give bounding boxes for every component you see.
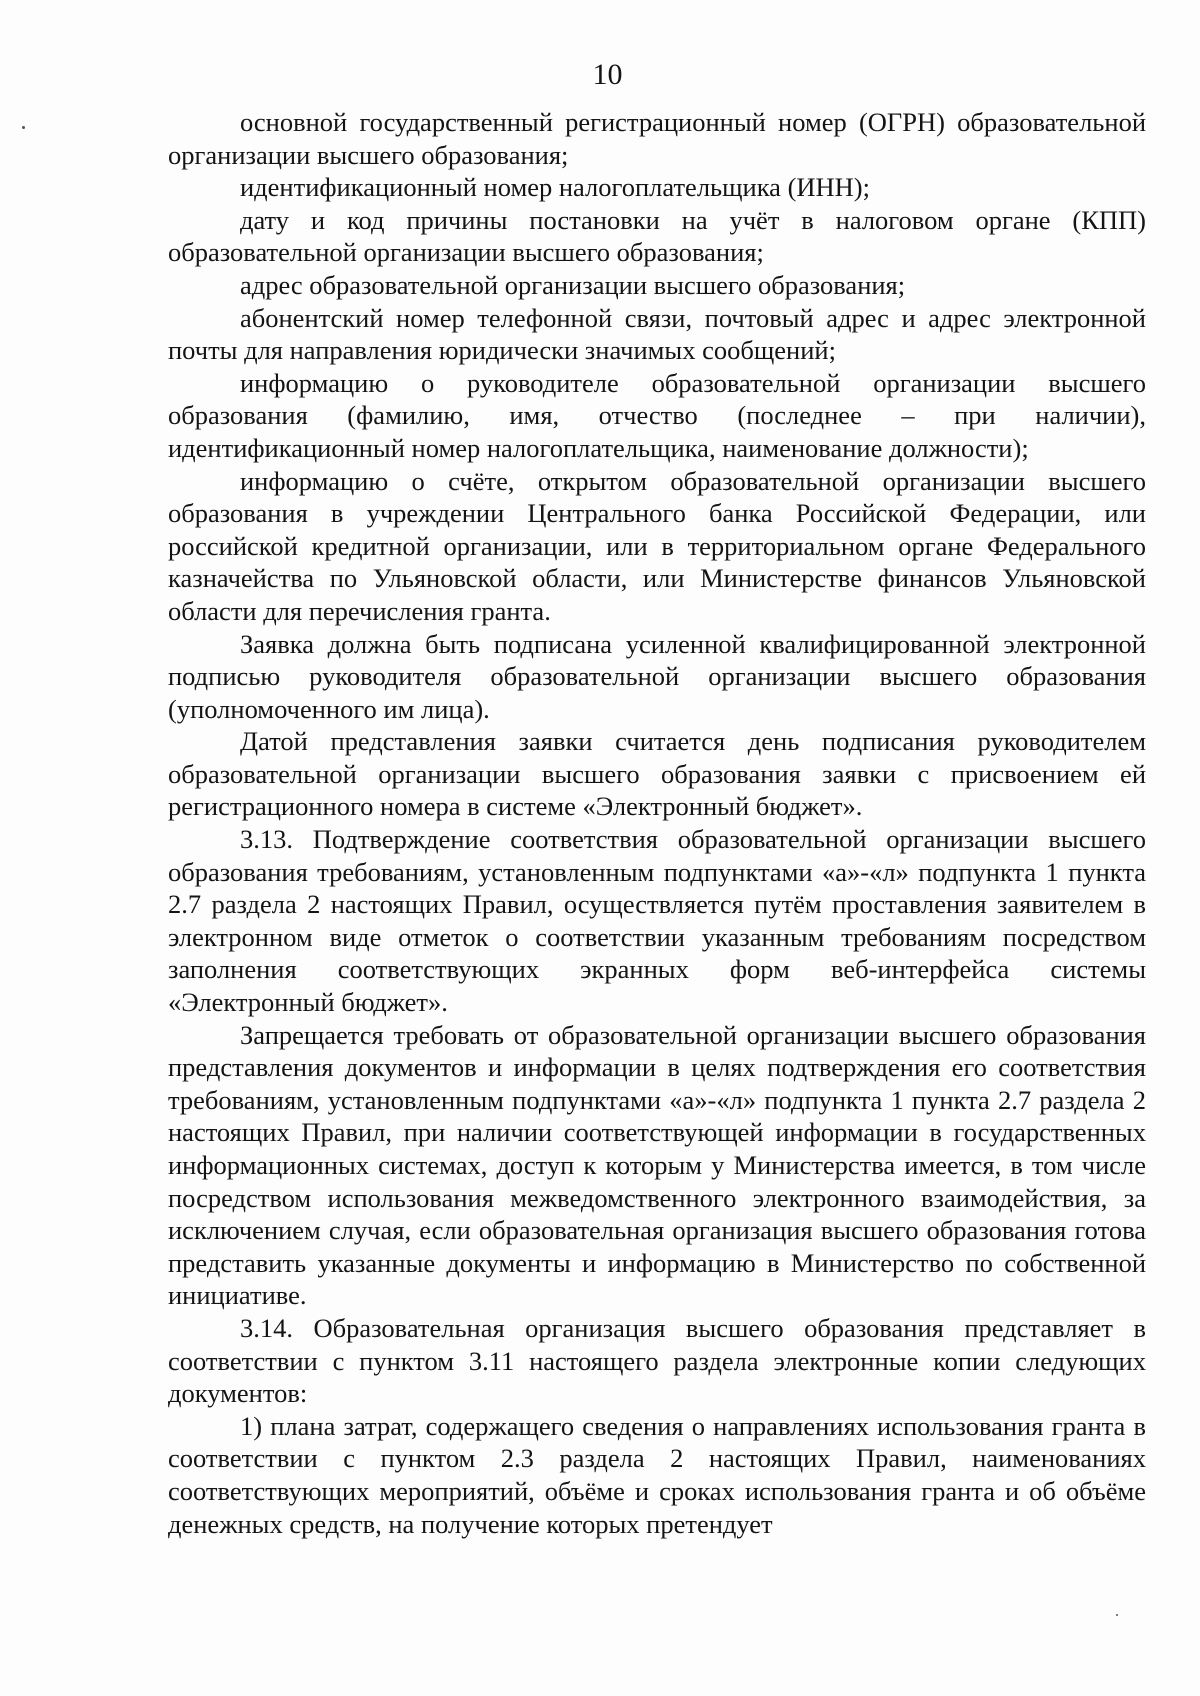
- paragraph-prohibition: Запрещается требовать от образовательной организации высшего образования представления документов и информации в целях подтверждения его соответствия требованиям, установленным подпунктами «а»-«л» подпункта 1 пункта 2.7 раздела 2 настоящих Правил, при наличии соответствующей информации в государственных информационных системах, доступ к которым у Министерства имеется, в том числе посредством использования межведомственного электронного взаимодействия, за исключением случая, если образовательная организация высшего образования готова представить указанные документы и информацию в Министерство по собственной инициативе.: [168, 1019, 1146, 1311]
- paragraph-kpp: дату и код причины постановки на учёт в налоговом органе (КПП) образовательной организации высшего образования;: [168, 204, 1146, 268]
- page-number: 10: [592, 58, 623, 91]
- document-body: [168, 106, 1146, 1540]
- paragraph-account-info: информацию о счёте, открытом образовательной организации высшего образования в учреждении Центрального банка Российской Федерации, или российской кредитной организации, или в территориальном органе Федерального казначейства по Ульяновской области, или Министерстве финансов Ульяновской области для перечисления гранта.: [168, 465, 1146, 626]
- paragraph-contacts: абонентский номер телефонной связи, почтовый адрес и адрес электронной почты для направления юридически значимых сообщений;: [168, 302, 1146, 366]
- paragraph-head-info: информацию о руководителе образовательной организации высшего образования (фамилию, имя, отчество (последнее – при наличии), идентификационный номер налогоплательщика, наименование должности);: [168, 367, 1146, 463]
- paragraph-address: адрес образовательной организации высшего образования;: [240, 269, 906, 300]
- scan-artifact: [22, 126, 25, 129]
- scan-artifact: [1116, 1614, 1118, 1616]
- paragraph-inn: идентификационный номер налогоплательщика (ИНН);: [240, 172, 870, 203]
- paragraph-signature: Заявка должна быть подписана усиленной квалифицированной электронной подписью руководителя образовательной организации высшего образования (уполномоченного им лица).: [168, 628, 1146, 724]
- paragraph-section-3-14: 3.14. Образовательная организация высшего образования представляет в соответствии с пунктом 3.11 настоящего раздела электронные копии следующих документов:: [168, 1312, 1146, 1409]
- paragraph-section-3-13: 3.13. Подтверждение соответствия образовательной организации высшего образования требованиям, установленным подпунктами «а»-«л» подпункта 1 пункта 2.7 раздела 2 настоящих Правил, осуществляется путём проставления заявителем в электронном виде отметок о соответствии указанным требованиям посредством заполнения соответствующих экранных форм веб-интерфейса системы «Электронный бюджет».: [168, 824, 1146, 1018]
- paragraph-ogrn: основной государственный регистрационный номер (ОГРН) образовательной организации высшего образования;: [168, 107, 1146, 170]
- paragraph-cost-plan: 1) плана затрат, содержащего сведения о направлениях использования гранта в соответствии с пунктом 2.3 раздела 2 настоящих Правил, наименованиях соответствующих мероприятий, объёме и сроках использования гранта и об объёме денежных средств, на получение которых претендует: [168, 1410, 1146, 1539]
- paragraph-submission-date: Датой представления заявки считается день подписания руководителем образовательной организации высшего образования заявки с присвоением ей регистрационного номера в системе «Электронный бюджет».: [168, 726, 1146, 822]
